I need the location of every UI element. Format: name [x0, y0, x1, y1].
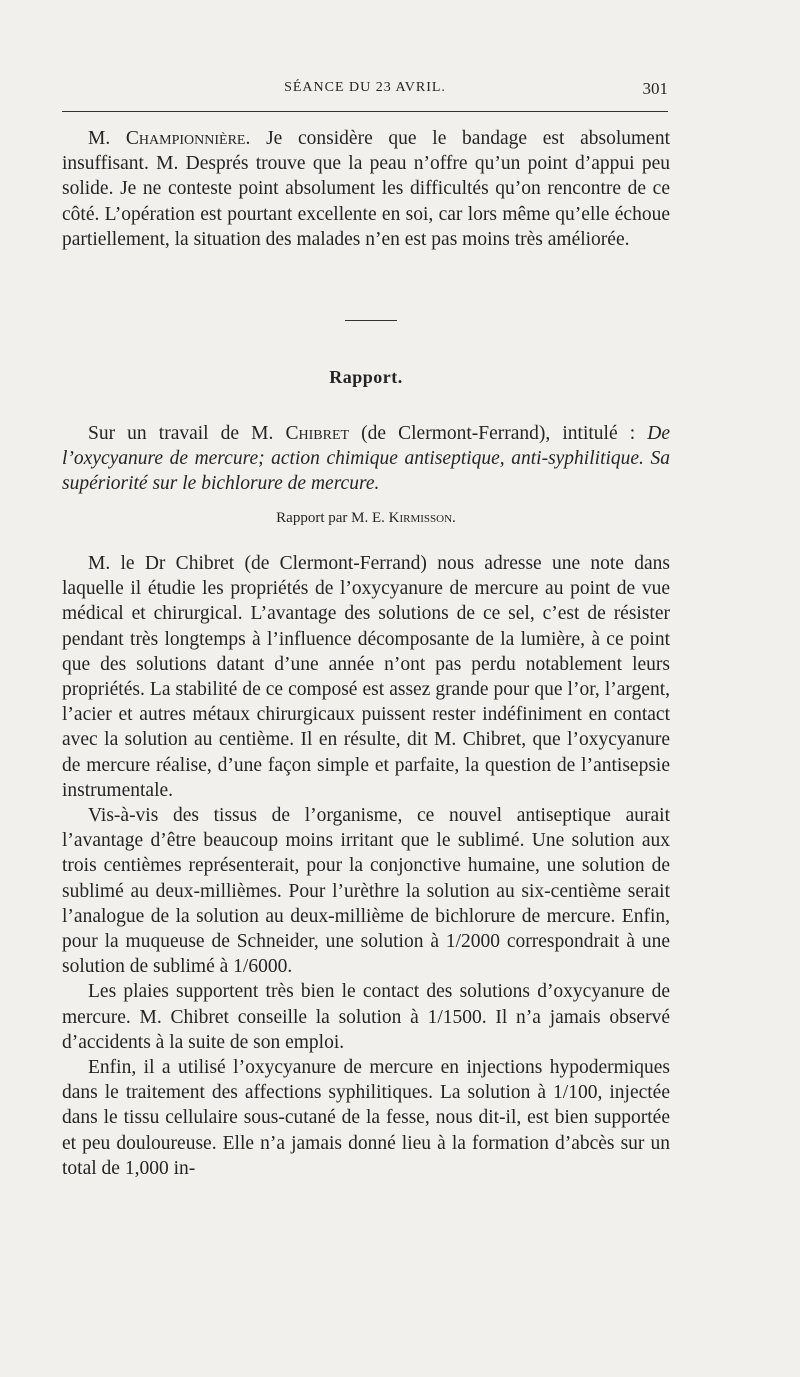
body-paragraph-2: Vis-à-vis des tissus de l’organisme, ce nouvel antiseptique aurait l’avantage d’être beaucoup moins irritant que le sublimé. Une solution aux trois centièmes représenterait, pour la conjonctive humaine, une solution de sublimé au deux-millièmes. Pour l’urèthre la solution au six-centième serait l’analogue de la solution au deux-millième de bichlorure de mercure. Enfin, pour la muqueuse de Schneider, une solution à 1/2000 correspondrait à une solution de sublimé à 1/6000. — [62, 805, 670, 978]
byline-author: Kirmisson. — [388, 510, 456, 526]
header-rule — [62, 111, 668, 112]
intro-paragraph — [62, 126, 670, 252]
body-paragraph-4: Enfin, il a utilisé l’oxycyanure de mercure en injections hypodermiques dans le traitement des affections syphilitiques. La solution à 1/100, injectée dans le tissu cellulaire sous-cutané de la fesse, nous dit-il, est bien supportée et peu douloureuse. Elle n’a jamais donné lieu à la formation d’abcès sur un total de 1,000 in- — [62, 1057, 670, 1179]
body-paragraph-3: Les plaies supportent très bien le contact des solutions d’oxycyanure de mercure. M. Chibret conseille la solution à 1/1500. Il n’a jamais observé d’accidents à la suite de son emploi. — [62, 981, 670, 1053]
report-body — [62, 551, 670, 1181]
speaker-name: M. Championnière. — [88, 128, 251, 149]
report-byline — [62, 510, 670, 527]
subject-title: De l’oxycyanure de mercure; action chimique antiseptique, anti-syphilitique. Sa supériorité sur le bichlorure de mercure. — [62, 423, 670, 495]
intro-text: Je considère que le bandage est absolument insuffisant. M. Després trouve que la peau n’offre qu’un point d’appui peu solide. Je ne conteste point absolument les difficultés qu’on rencontre de ce côté. L’opération est pourtant excellente en soi, car lors même qu’elle échoue partiellement, la situation des malades n’en est pas moins très améliorée. — [62, 128, 670, 250]
section-separator — [345, 320, 397, 321]
page-header — [62, 80, 668, 102]
running-title: SÉANCE DU 23 AVRIL. — [284, 80, 446, 95]
subject-prefix: Sur un travail de M. — [88, 423, 286, 444]
section-title: Rapport. — [329, 367, 403, 387]
page-number: 301 — [642, 79, 668, 98]
byline-prefix: Rapport par M. E. — [276, 510, 389, 526]
subject-middle: (de Clermont-Ferrand), intitulé : — [349, 423, 648, 444]
body-paragraph-1: M. le Dr Chibret (de Clermont-Ferrand) nous adresse une note dans laquelle il étudie les propriétés de l’oxycyanure de mercure au point de vue médical et chirurgical. L’avantage des solutions de ce sel, c’est de résister pendant très longtemps à l’influence décomposante de la lumière, à ce point que des solutions datant d’une année n’ont pas perdu notablement leurs propriétés. La stabilité de ce composé est assez grande pour que l’or, l’argent, l’acier et autres métaux chirurgicaux puissent rester indéfiniment en contact avec la solution au centième. Il en résulte, dit M. Chibret, que l’oxycyanure de mercure réalise, d’une façon simple et parfaite, la question de l’antisepsie instrumentale. — [62, 553, 670, 801]
subject-author: Chibret — [285, 423, 350, 444]
report-subject — [62, 421, 670, 497]
